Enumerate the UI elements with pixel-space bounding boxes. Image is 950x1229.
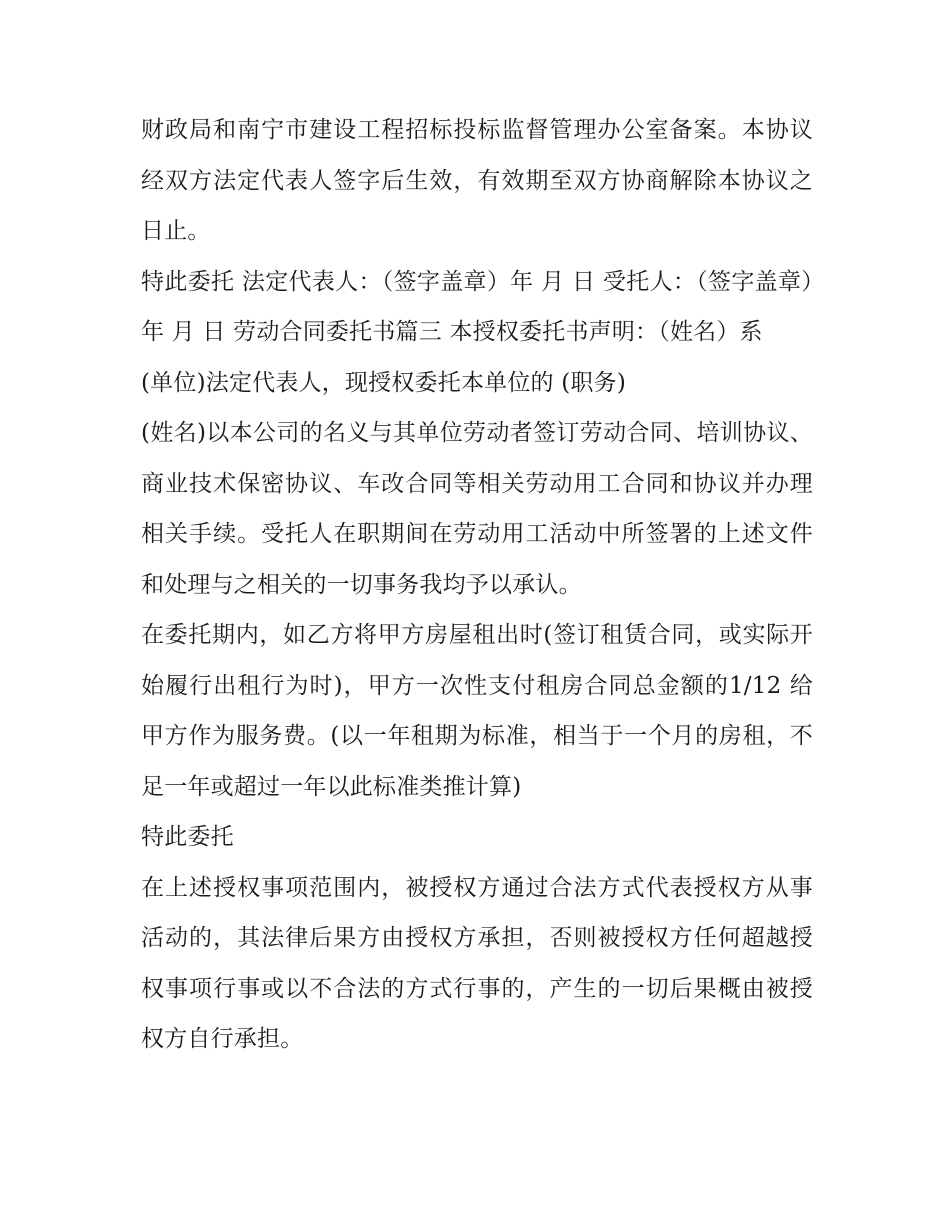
paragraph-service-fee: 在委托期内，如乙方将甲方房屋租出时(签订租赁合同，或实际开始履行出租行为时)，甲方一次性支付租房合同总金额的1/12 给甲方作为服务费。(以一年租期为标准，相当于一个月的房租，不足一年或超过一年以此标准类推计算) <box>141 622 813 800</box>
paragraph-labor-contract-authority: (姓名)以本公司的名义与其单位劳动者签订劳动合同、培训协议、商业技术保密协议、车改合同等相关劳动用工合同和协议并办理相关手续。受托人在职期间在劳动用工活动中所签署的上述文件和处理与之相关的一切事务我均予以承认。 <box>141 420 813 598</box>
paragraph-legal-consequences: 在上述授权事项范围内，被授权方通过合法方式代表授权方从事活动的，其法律后果方由授权方承担，否则被授权方任何超越授权事项行事或以不合法的方式行事的，产生的一切后果概由被授权方自行承担。 <box>141 874 813 1052</box>
paragraph-signature-declaration: 特此委托 法定代表人：（签字盖章）年 月 日 受托人：（签字盖章）年 月 日 劳动合同委托书篇三 本授权委托书声明：（姓名）系 <box>141 268 813 345</box>
paragraph-filing-validity: 财政局和南宁市建设工程招标投标监督管理办公室备案。本协议经双方法定代表人签字后生效，有效期至双方协商解除本协议之日止。 <box>141 117 813 244</box>
paragraph-unit-representative: (单位)法定代表人，现授权委托本单位的 (职务) <box>141 369 627 396</box>
document-body <box>141 105 813 1065</box>
paragraph-hereby-entrust: 特此委托 <box>141 824 234 850</box>
